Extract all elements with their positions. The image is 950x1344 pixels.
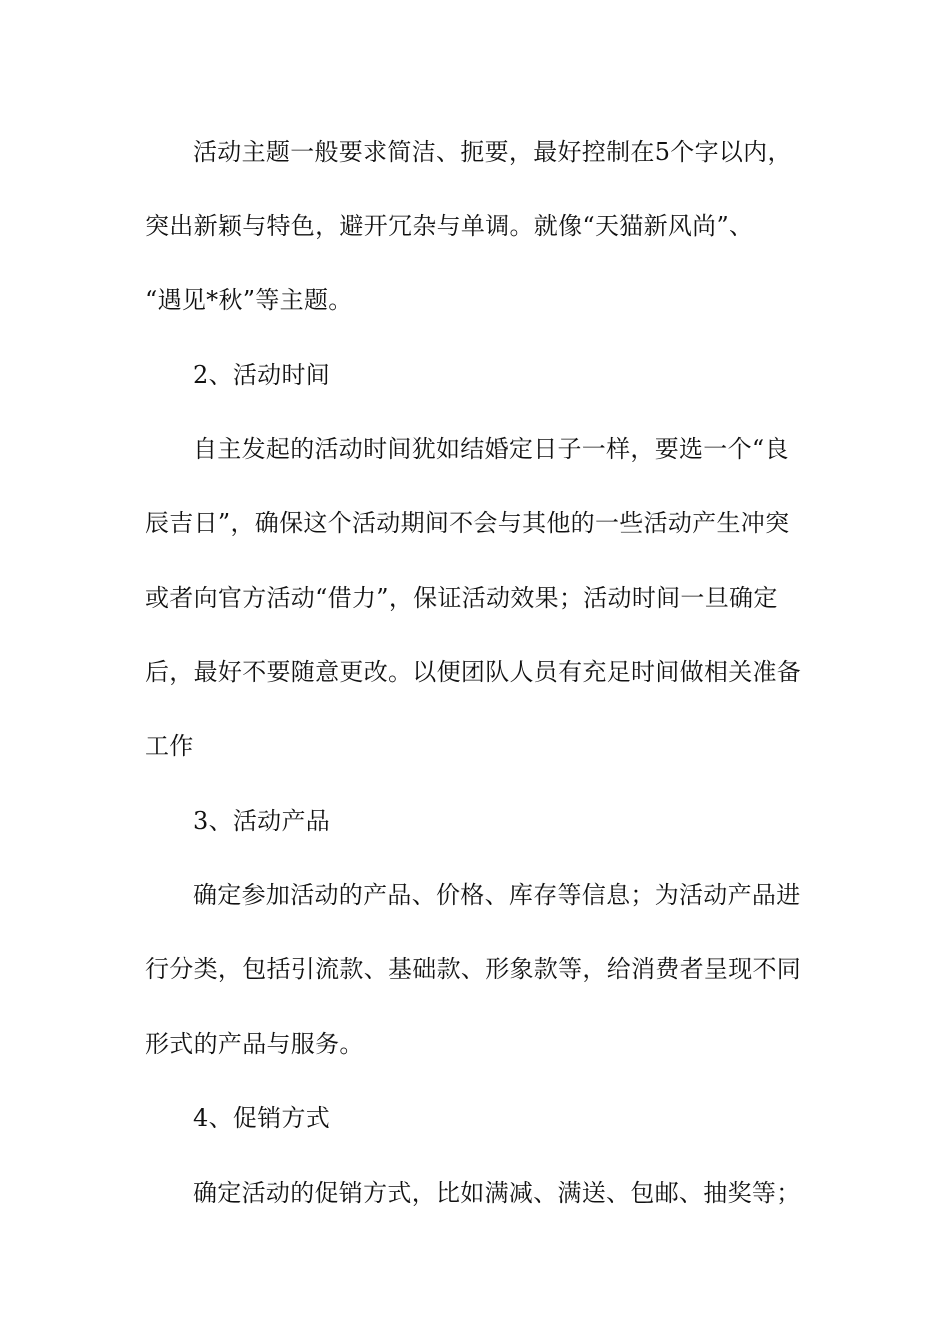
- body-text-line: 辰吉日”，确保这个活动期间不会与其他的一些活动产生冲突: [145, 509, 790, 537]
- body-text-line: 确定参加活动的产品、价格、库存等信息；为活动产品进: [193, 881, 801, 909]
- body-text-line: 形式的产品与服务。: [145, 1030, 364, 1058]
- section-heading: 4、促销方式: [193, 1104, 331, 1132]
- body-text-line: 活动主题一般要求简洁、扼要，最好控制在5个字以内，: [193, 138, 792, 166]
- body-text-line: 自主发起的活动时间犹如结婚定日子一样，要选一个“良: [193, 435, 789, 463]
- section-heading: 3、活动产品: [193, 807, 331, 835]
- body-text-line: 或者向官方活动“借力”，保证活动效果；活动时间一旦确定: [145, 584, 778, 612]
- body-text-line: 确定活动的促销方式，比如满减、满送、包邮、抽奖等；: [193, 1179, 801, 1207]
- body-text-line: 后，最好不要随意更改。以便团队人员有充足时间做相关准备: [145, 658, 802, 686]
- body-text-line: 行分类，包括引流款、基础款、形象款等，给消费者呈现不同: [145, 955, 802, 983]
- body-text-line: 突出新颖与特色，避开冗杂与单调。就像“天猫新风尚”、: [145, 212, 754, 240]
- section-heading: 2、活动时间: [193, 361, 331, 389]
- body-text-line: “遇见*秋”等主题。: [145, 286, 353, 314]
- body-text-line: 工作: [145, 732, 194, 760]
